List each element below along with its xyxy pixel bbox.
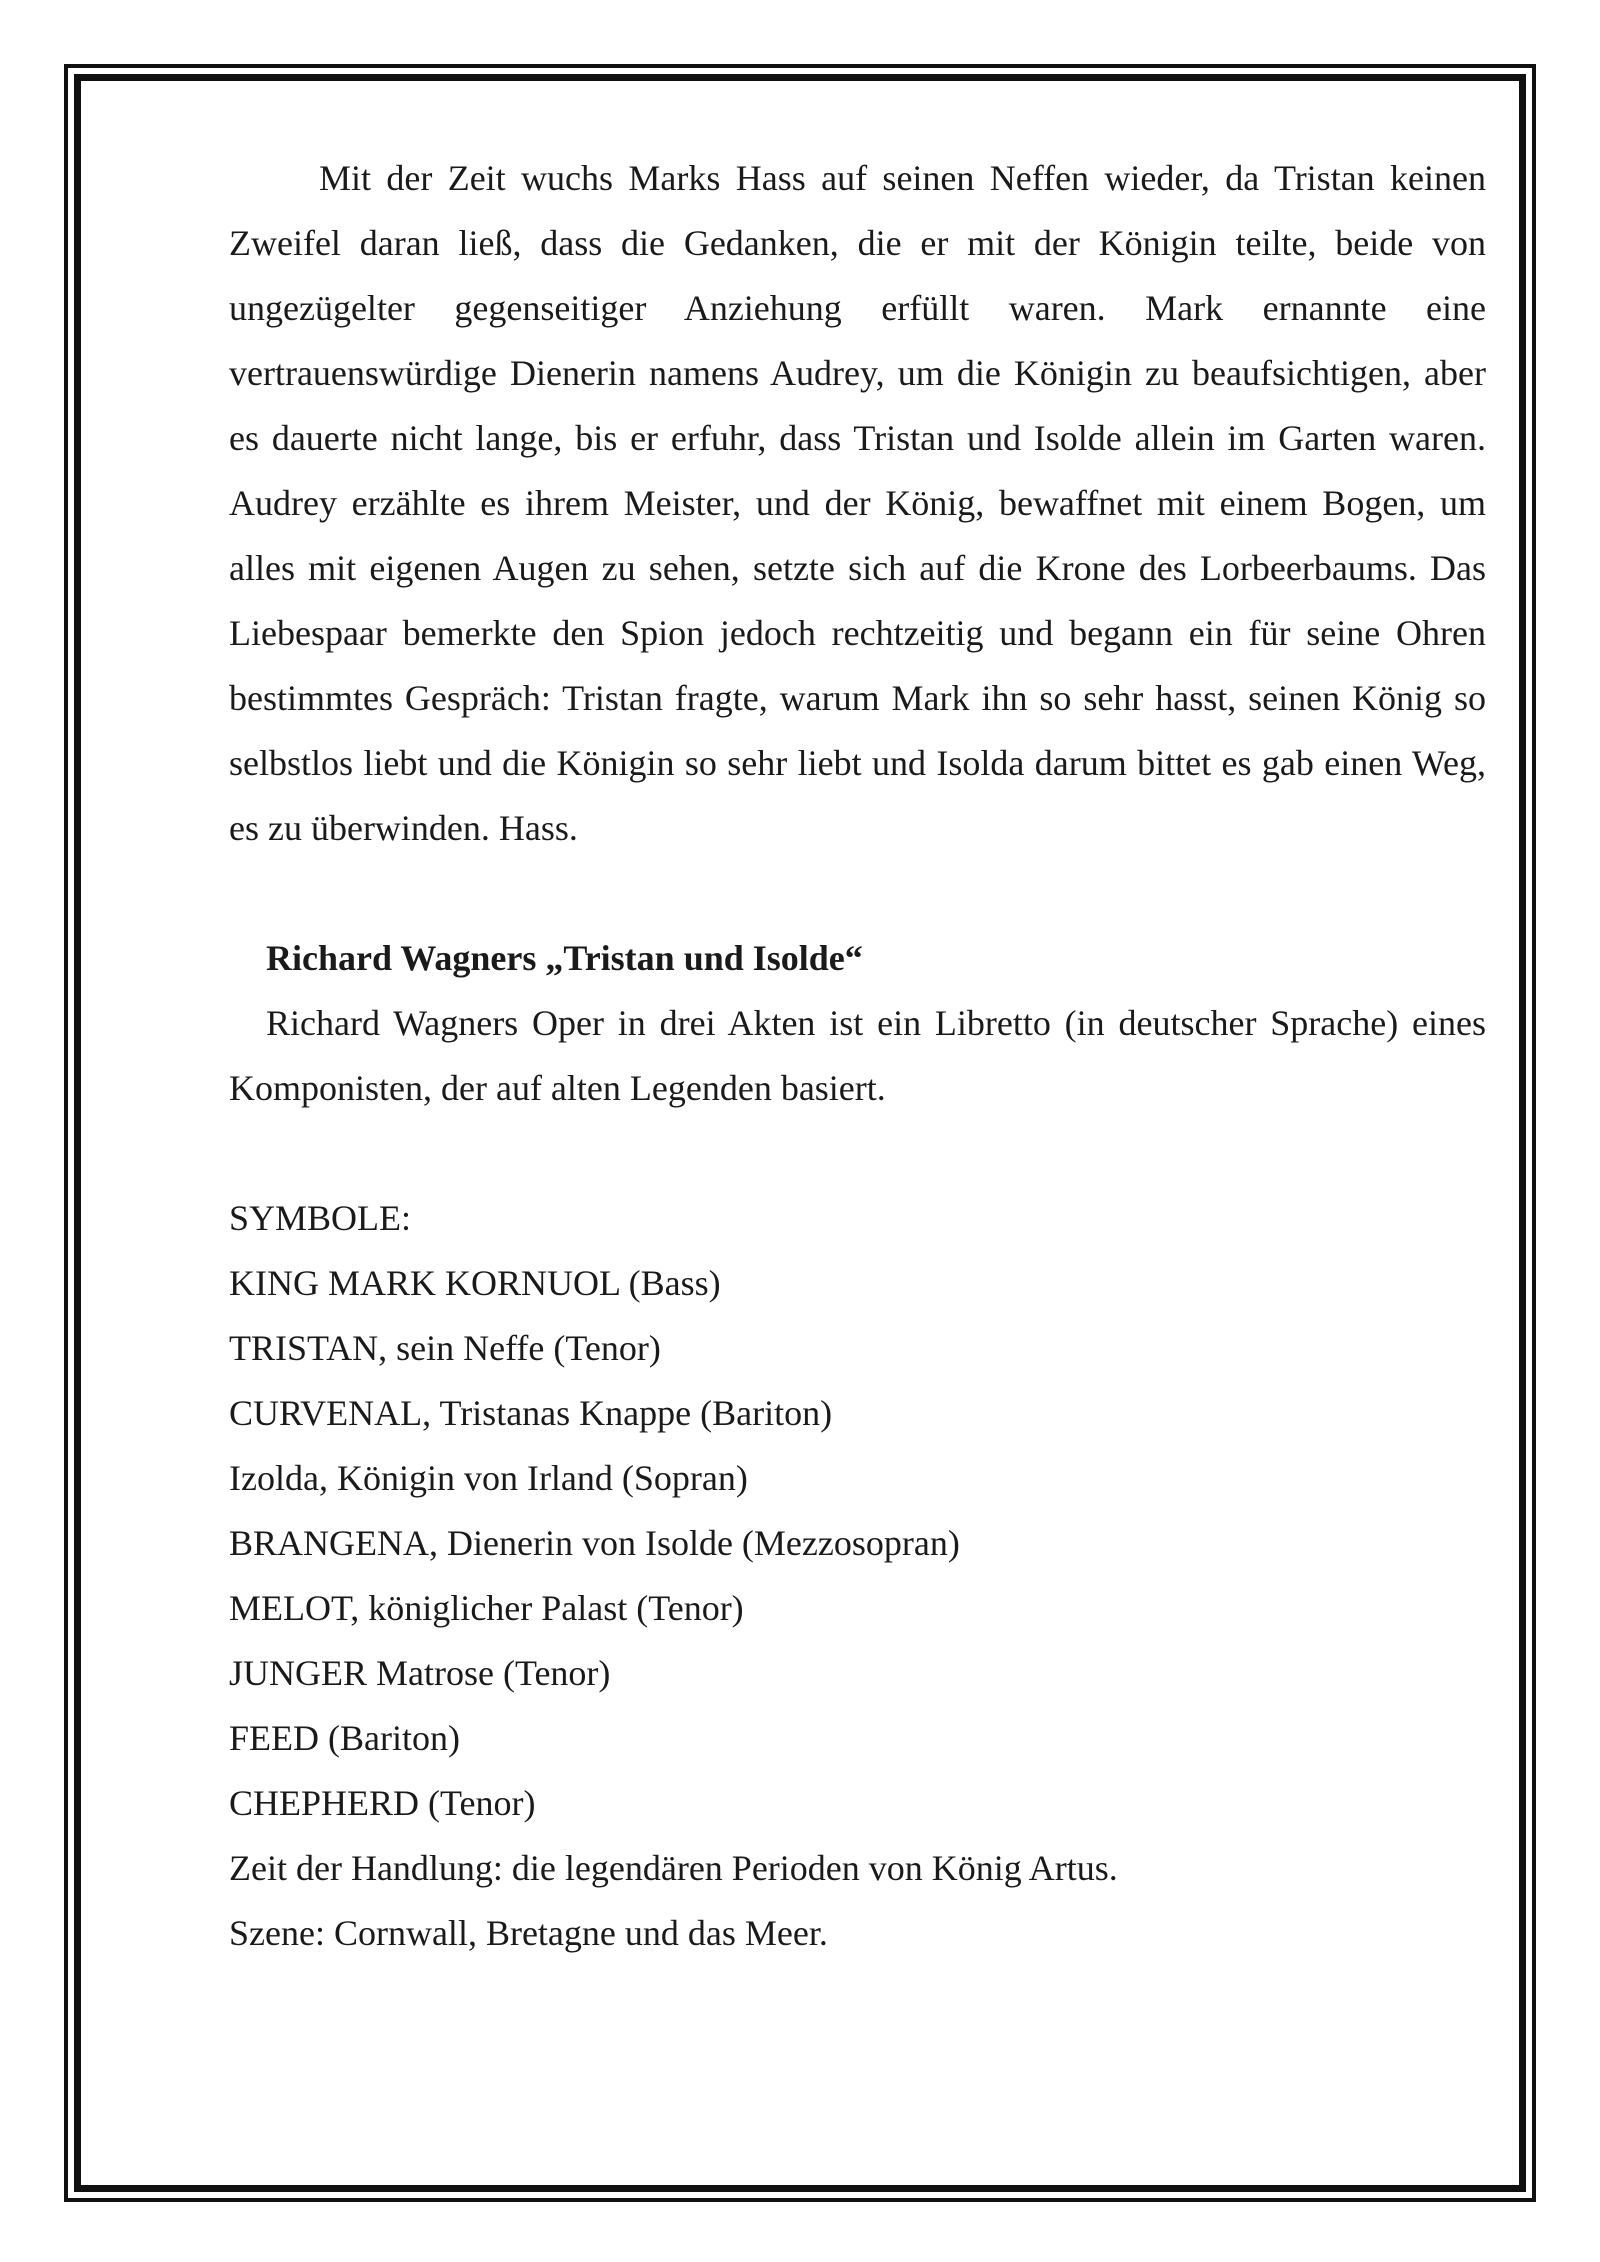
character-list: [229, 1251, 1486, 1836]
character-item: Izolda, Königin von Irland (Sopran): [229, 1458, 748, 1498]
section-heading: Richard Wagners „Tristan und Isolde“: [266, 938, 863, 978]
characters-title: SYMBOLE:: [229, 1198, 412, 1238]
character-item: BRANGENA, Dienerin von Isolde (Mezzosopran): [229, 1523, 960, 1563]
character-item: JUNGER Matrose (Tenor): [229, 1653, 611, 1693]
opera-intro-paragraph: Richard Wagners Oper in drei Akten ist ein Libretto (in deutscher Sprache) eines Komponisten, der auf alten Legenden basiert.: [229, 1003, 1486, 1108]
character-item: FEED (Bariton): [229, 1718, 460, 1758]
document-body: [229, 146, 1486, 1966]
character-item: MELOT, königlicher Palast (Tenor): [229, 1588, 744, 1628]
character-item: CHEPHERD (Tenor): [229, 1783, 536, 1823]
character-item: CURVENAL, Tristanas Knappe (Bariton): [229, 1393, 833, 1433]
character-item: TRISTAN, sein Neffe (Tenor): [229, 1328, 661, 1368]
time-of-action: Zeit der Handlung: die legendären Perioden von König Artus.: [229, 1848, 1118, 1888]
story-paragraph: Mit der Zeit wuchs Marks Hass auf seinen Neffen wieder, da Tristan keinen Zweifel daran ließ, dass die Gedanken, die er mit der Königin teilte, beide von ungezügelter gegenseitiger Anziehung erfüllt waren. Mark ernannte eine vertrauenswürdige Dienerin namens Audrey, um die Königin zu beaufsichtigen, aber es dauerte nicht lange, bis er erfuhr, dass Tristan und Isolde allein im Garten waren. Audrey erzählte es ihrem Meister, und der König, bewaffnet mit einem Bogen, um alles mit eigenen Augen zu sehen, setzte sich auf die Krone des Lorbeerbaums. Das Liebespaar bemerkte den Spion jedoch rechtzeitig und begann ein für seine Ohren bestimmtes Gespräch: Tristan fragte, warum Mark ihn so sehr hasst, seinen König so selbstlos liebt und die Königin so sehr liebt und Isolda darum bittet es gab einen Weg, es zu überwinden. Hass.: [229, 158, 1486, 848]
spacer: [229, 861, 1486, 926]
scene-setting: Szene: Cornwall, Bretagne und das Meer.: [229, 1913, 828, 1953]
character-item: KING MARK KORNUOL (Bass): [229, 1263, 721, 1303]
spacer: [229, 1121, 1486, 1186]
